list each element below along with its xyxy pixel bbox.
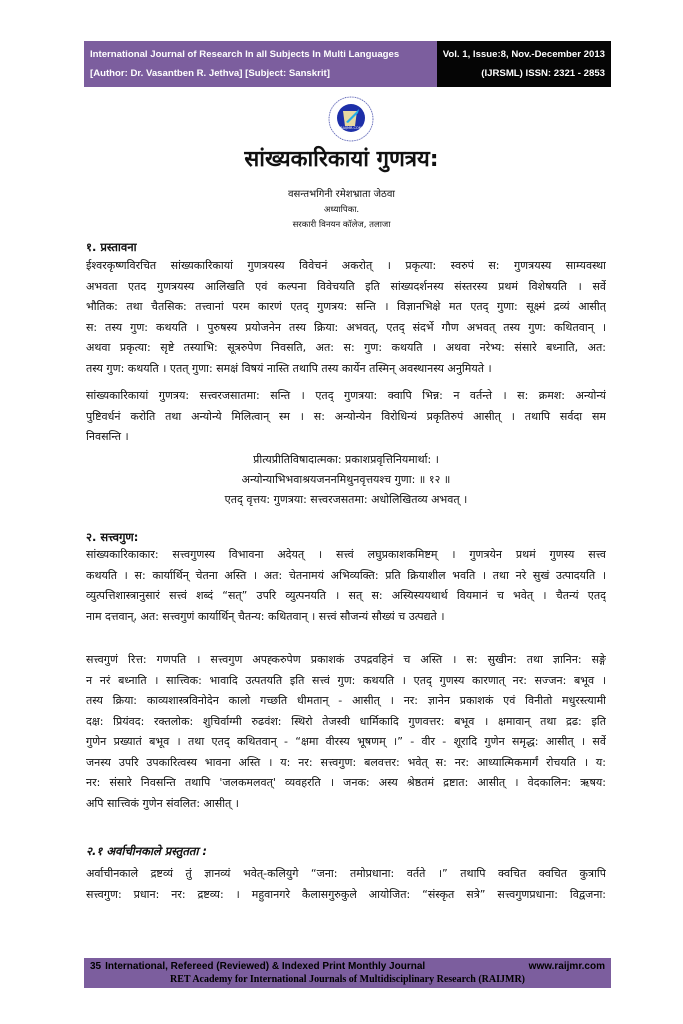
text-line: कथयति । स: कार्यार्थिन् चेतना अस्ति । अत: चेतनामयं अभिव्यक्ति: प्रति क्रियाशील भवति । तथा नरे सुखं उत्पादयति । [86, 568, 606, 582]
text-line: अथवा प्रकृत्या: सृष्टे तस्याभि: सूत्ररुपेण निवसति, अत: स: गुण: कथयति । अथवा नरेभ्य: संसारे बध्नाति, अत: [86, 341, 606, 354]
text-line: व्युत्पत्तिशास्त्रानुसारं सत्त्वं शब्दं “सत्” उपरि व्युत्पनयति । सत् स: अस्यिस्ययथार्थ वियमानं च भवेत् । चैतन्यं एतद् [86, 589, 606, 602]
text-line: स: तस्य गुण: कथयति । पुरुषस्य प्रयोजनेन तस्य क्रिया: अभवत्, एतद् संदर्भे गौण अभवत् तस्य गुण: कथितवान् । [86, 320, 606, 334]
section-heading-2-1: २.१ अर्वाचीनकाले प्रस्तुतता : [86, 844, 208, 858]
karika-verse [86, 450, 606, 510]
footer-tagline: International, Refereed (Reviewed) & Indexed Print Monthly Journal [105, 961, 426, 972]
verse-line: एतद् वृत्तय: गुणत्रया: सत्त्वरजसतमा: अधोलिखितव्य अभवत् । [224, 493, 468, 506]
text-line: गुणेन प्रख्यातं बभूव । तथा एतद् कथितवान् - “क्षमा वीरस्य भूषणम् ।” - वीर - शूरादि गुणेन समृद्ध: आसीत् । सर्वे [86, 735, 606, 748]
section-heading-2: २. सत्त्वगुण: [86, 530, 139, 544]
text-line: अपि सात्त्विकं गुणेन संवलित: आसीत् । [86, 796, 239, 810]
section2-paragraph-2 [86, 650, 606, 814]
verse-line: अन्योन्याभिभवाश्रयजननमिथुनवृत्तयश्च गुणा: ॥ १२ ॥ [241, 473, 451, 486]
section1-paragraph-2 [86, 386, 606, 448]
text-line: सत्त्वगुण: प्रधान: नर: द्रष्टव्य: । महुवानगरे कैलासगुरुकुले आयोजित: “संस्कृत सत्रे” सत्त्वगुणप्रधाना: विद्वजना: [86, 887, 606, 901]
raijmr-logo [328, 96, 374, 142]
article-title: सांख्यकारिकायां गुणत्रय: [244, 147, 439, 172]
text-line: निवसन्ति । [86, 430, 129, 443]
text-line: सांख्यकारिकाकार: सत्त्वगुणस्य विभावना अदेयत् । सत्त्वं लघुप्रकाशकमिष्टम् । गुणत्रयेन प्रथमं गुणस्य सत्त्व [86, 548, 606, 561]
journal-footer [84, 958, 611, 988]
text-line: न नरं बध्नाति । सात्त्विक: भावादि उत्पतयति इति सत्त्वं गुण: कथयति । एतद् गुणस्य कारणात् नर: सज्जन: बभूव । [86, 673, 606, 687]
text-line: सत्त्वगुणं रित्त: गणपति । सत्त्वगुण अपह्करुपेण प्रकाशकं उपद्रवहिनं च अस्ति । स: सुखीन: तथा ज्ञानिन: सङ्गे [86, 653, 606, 666]
page-number: 35 [90, 961, 102, 972]
text-line: सांख्यकारिकायां गुणत्रय: सत्त्वरजसातमा: सन्ति । एतद् गुणत्रया: क्वापि भिन्न: न वर्तन्ते । स: क्रमश: अन्योन्यं [86, 389, 606, 402]
section2-paragraph-1 [86, 545, 606, 627]
text-line: तस्य गुण: कथयति । एतत् गुणा: समक्षं विषयं नास्ति तथापि तस्य कार्येन तस्मिन् अवस्थानस्य अनुमियते । [86, 361, 492, 375]
text-line: अभवता एतद गुणत्रयस्य आलिखति एवं कल्पना विवेचयति इति सांख्यदर्शनस्य संस्तरस्य प्रथमं विशेषयति । सर्वे [86, 279, 606, 293]
header-right-band [437, 41, 611, 87]
text-line: जनस्य उपरि उपकारित्वस्य भावना अस्ति । य: नर: सत्त्वगुण: बलवत्तर: भवेत् स: नर: आध्यात्मिकमार्गं रोचयति । य: [86, 755, 606, 769]
footer-publisher: RET Academy for International Journals of Multidisciplinary Research (RAIJMR) [170, 974, 525, 985]
logo-text: RAIJMR.COM [340, 126, 362, 130]
issn: (IJRSML) ISSN: 2321 - 2853 [481, 68, 605, 79]
section1-paragraph-1 [86, 256, 606, 379]
volume-issue: Vol. 1, Issue:8, Nov.-December 2013 [442, 49, 605, 60]
footer-website-link[interactable]: www.raijmr.com [528, 961, 605, 972]
author-subject: [Author: Dr. Vasantben R. Jethva] [Subject: Sanskrit] [90, 68, 330, 79]
journal-header [84, 41, 611, 87]
text-line: नाम दत्तवान्, अत: सत्त्वगुणं कार्यार्थिन् चैतन्य: कथितवान् । सत्त्वं सौजन्यं सौख्यं च उत्पद्यते । [86, 609, 445, 623]
header-left-band [84, 41, 437, 87]
journal-name: International Journal of Research In all Subjects In Multi Languages [90, 49, 400, 60]
footer-left [90, 960, 425, 973]
text-line: ईश्वरकृष्णविरचित सांख्यकारिकायां गुणत्रयस्य विवेचनं अकरोत् । प्रकृत्या: स्वरुपं स: गुणत्रयस्य साम्यवस्था [86, 259, 606, 272]
text-line: नर: संसारे निवसन्ति तथापि 'जलकमलवत्' व्यवहरति । जनक: अस्य श्रेष्ठतमं द्रष्टात: आसीत् । वेदकालिन: ऋषय: [86, 776, 606, 789]
verse-line: प्रीत्यप्रीतिविषादात्मका: प्रकाशप्रवृत्तिनियमार्था: । [253, 453, 439, 466]
author-college: सरकारी विनयन कॉलेज, तलाजा [292, 220, 391, 230]
article-author: वसन्तभगिनी रमेशभ्राता जेठवा [287, 189, 395, 200]
text-line: पुष्टिवर्धनं करोति तथा अन्योन्ये मिलित्वान् स्म । स: अन्योन्येन विरोधिन्यं प्रकृतिरुपं आसीत् । तथापि सर्वदा सम [86, 409, 606, 423]
text-line: अर्वाचीनकाले द्रष्टव्यं तुं ज्ञानव्यं भवेत्-कलियुगे “जना: तमोप्रधाना: वर्तते ।” तथापि क्वचित क्वचित कुत्रापि [86, 867, 606, 880]
section2-1-paragraph-1 [86, 864, 606, 905]
text-line: भौतिक: तथा चैतसिक: तत्त्वानां परम कारणं एतद् गुणत्रय: सन्ति । विज्ञानभिक्षे मत एतद् गुणा: सूक्ष्मं द्रव्यं आसीत् [86, 300, 606, 313]
section-heading-1: १. प्रस्तावना [86, 240, 137, 254]
text-line: दक्ष: प्रियंवद: रक्तलोक: शुचिर्वाग्मी रुढवंश: स्थिरो तेजस्वी धार्मिकादि गुणवत्तर: बभूव । क्षमावान् तथा द्रढ: इति [86, 714, 606, 728]
author-designation: अध्यापिका. [323, 205, 360, 215]
text-line: तस्य क्रिया: काव्यशास्त्रविनोदेन कालो गच्छति धीमतान् - आसीत् । नर: ज्ञानेन प्रकाशकं एवं विनीतो मधुरस्त्यामी [86, 694, 606, 707]
